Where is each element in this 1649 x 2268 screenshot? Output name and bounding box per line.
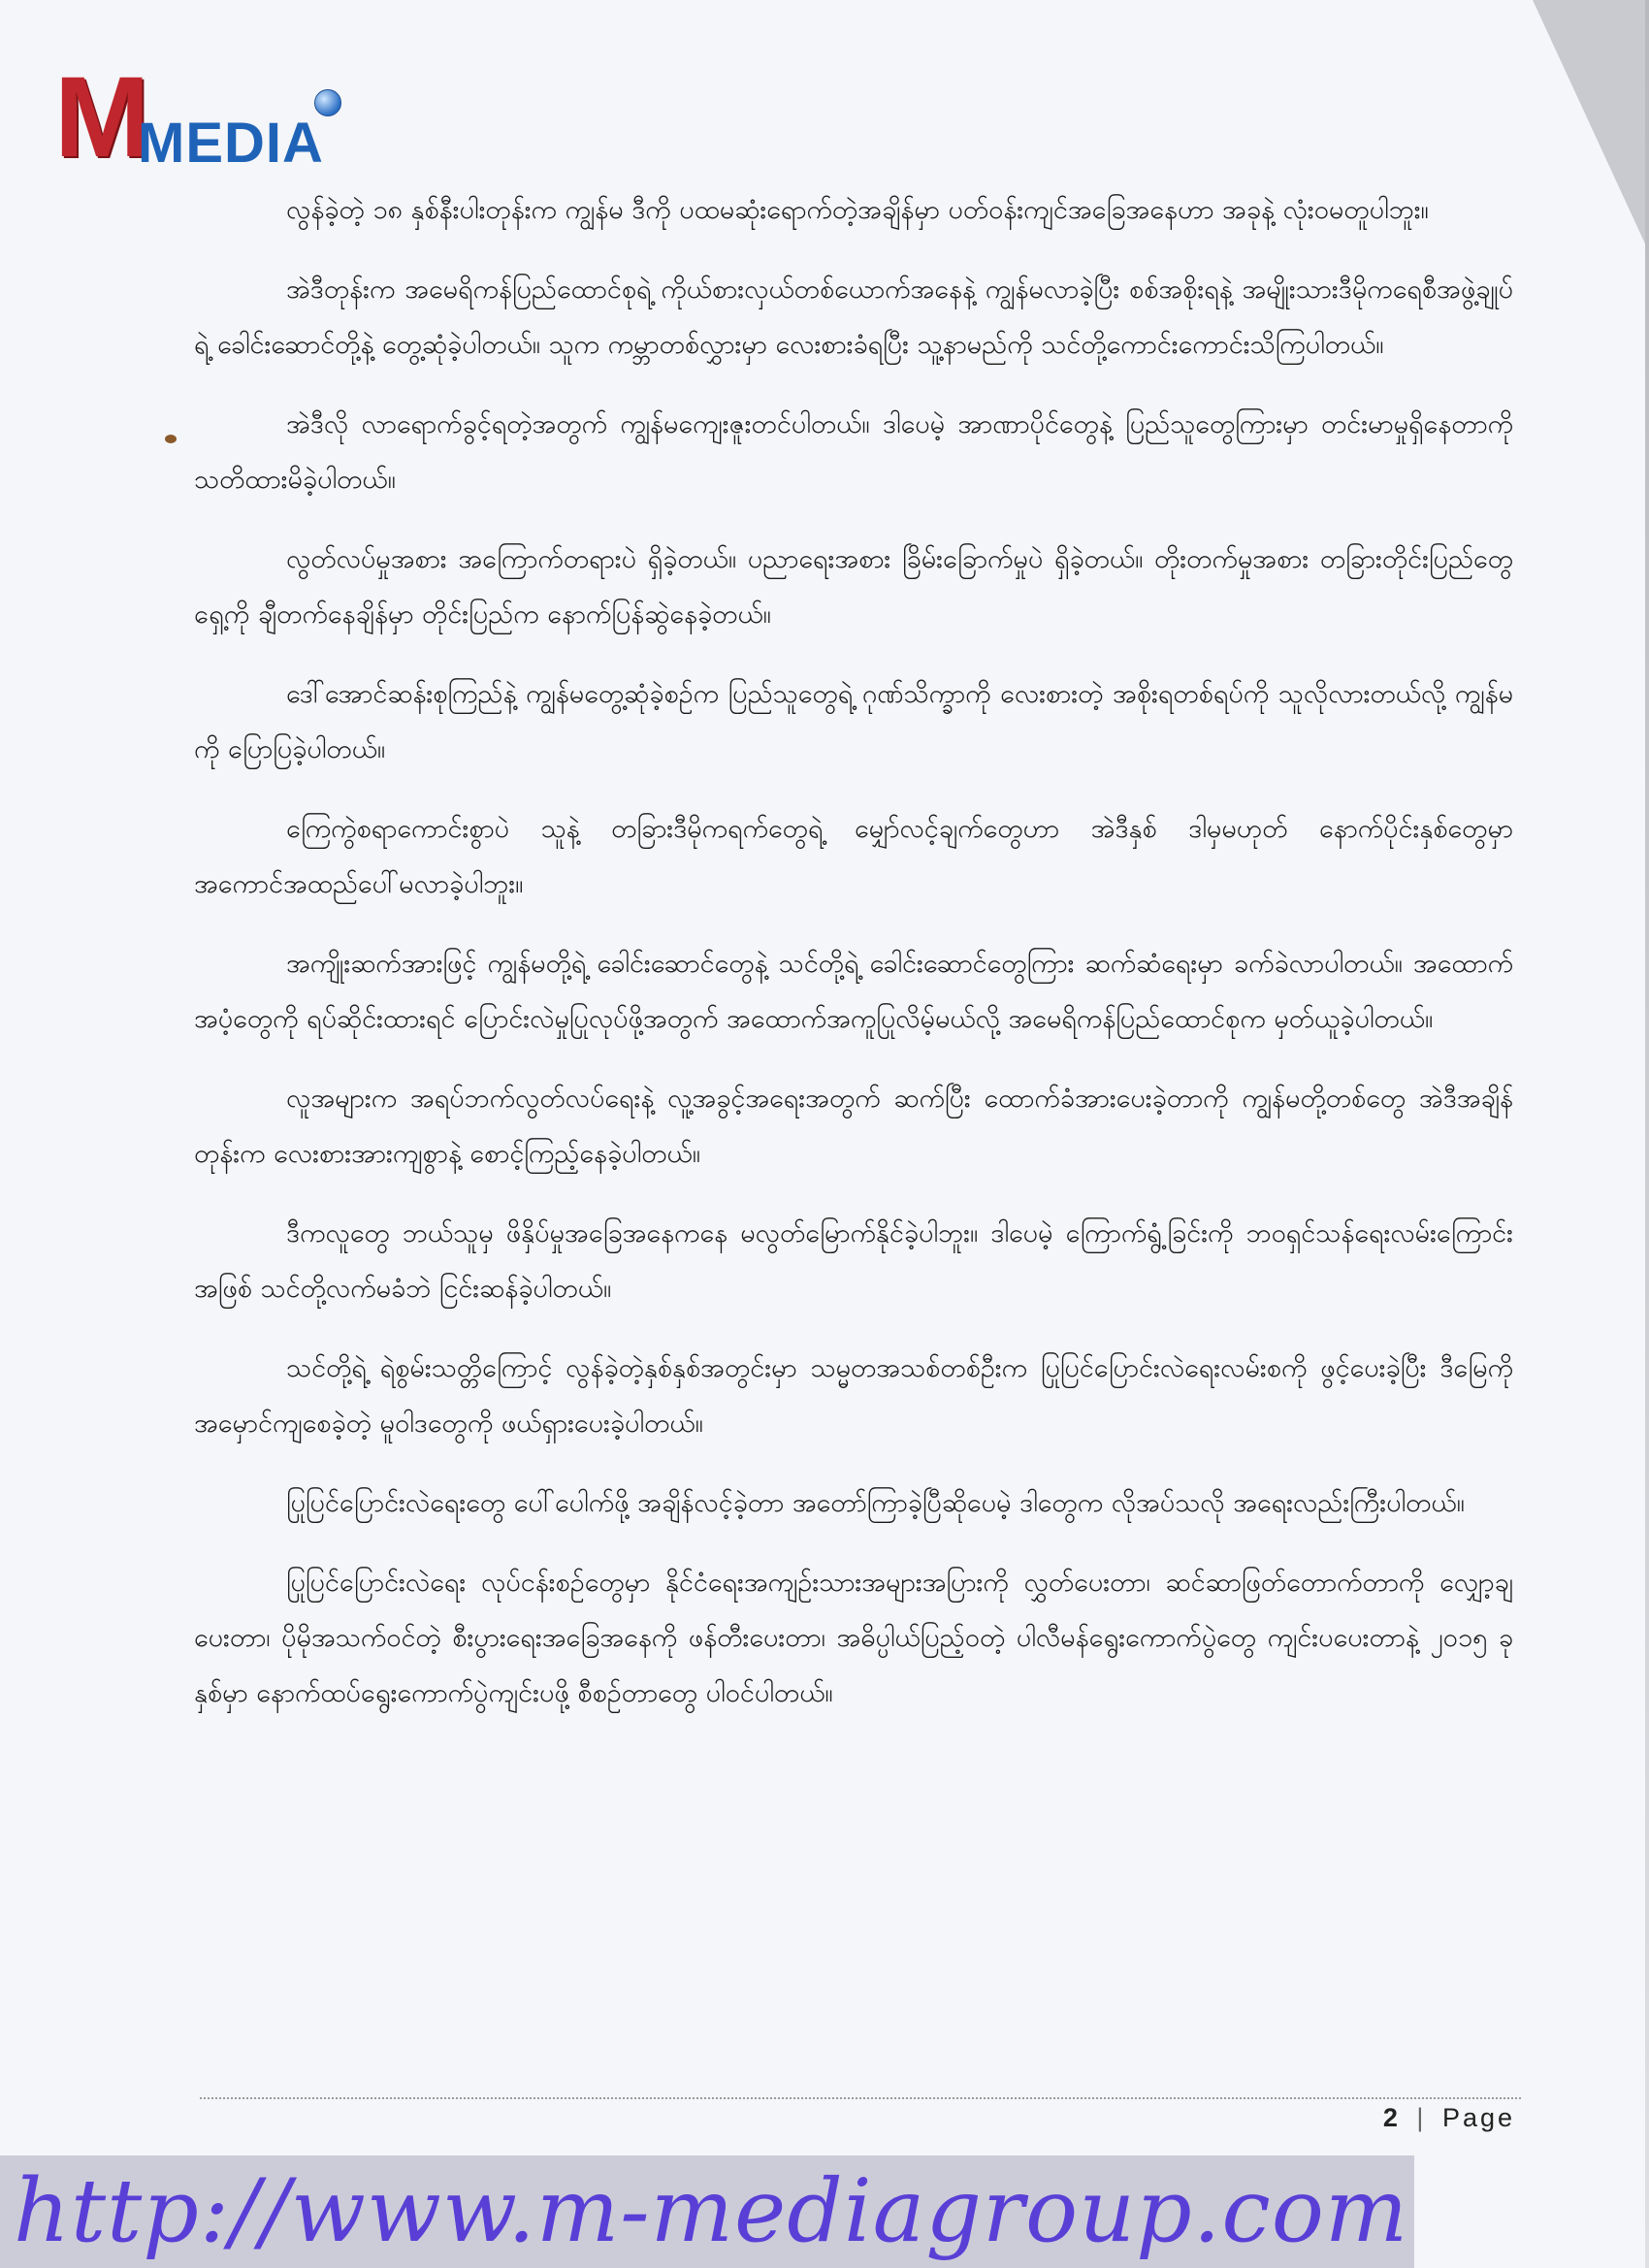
paragraph: အဲဒီတုန်းက အမေရိကန်ပြည်ထောင်စုရဲ့ ကိုယ်စားလှယ်တစ်ယောက်အနေနဲ့ ကျွန်မလာခဲ့ပြီး စစ်အစိုးရနဲ့ အမျိုးသားဒီမိုကရေစီအဖွဲ့ချုပ်ရဲ့ ခေါင်းဆောင်တို့နဲ့ တွေ့ဆုံခဲ့ပါတယ်။ သူက ကမ္ဘာတစ်လွှားမှာ လေးစားခံရပြီး သူ့နာမည်ကို သင်တို့ကောင်းကောင်းသိကြပါတယ်။ — [194, 275, 1513, 360]
paragraph: ဒီကလူတွေ ဘယ်သူမှ ဖိနှိပ်မှုအခြေအနေကနေ မလွတ်မြောက်နိုင်ခဲ့ပါဘူး။ ဒါပေမဲ့ ကြောက်ရွံ့ခြင်းကို ဘဝရှင်သန်ရေးလမ်းကြောင်းအဖြစ် သင်တို့လက်မခံဘဲ ငြင်းဆန်ခဲ့ပါတယ်။ — [194, 1218, 1513, 1304]
paragraph: ကြေကွဲစရာကောင်းစွာပဲ သူနဲ့ တခြားဒီမိုကရက်တွေရဲ့ မျှော်လင့်ချက်တွေဟာ အဲဒီနှစ် ဒါမှမဟုတ် နောက်ပိုင်းနှစ်တွေမှာ အကောင်အထည်ပေါ်မလာခဲ့ပါဘူး။ — [194, 814, 1513, 899]
page-label: Page — [1441, 2103, 1515, 2132]
footer-divider — [200, 2097, 1521, 2099]
globe-icon — [314, 89, 341, 116]
paper-speck — [165, 435, 177, 443]
page-number — [1383, 2103, 1515, 2133]
page-corner-shadow — [1533, 0, 1649, 252]
article-body — [194, 182, 1513, 1745]
paragraph: သင်တို့ရဲ့ ရဲစွမ်းသတ္တိကြောင့် လွန်ခဲ့တဲ့နှစ်နှစ်အတွင်းမှာ သမ္မတအသစ်တစ်ဦးက ပြုပြင်ပြောင်းလဲရေးလမ်းစကို ဖွင့်ပေးခဲ့ပြီး ဒီမြေကို အမှောင်ကျစေခဲ့တဲ့ မူဝါဒတွေကို ဖယ်ရှားပေးခဲ့ပါတယ်။ — [194, 1353, 1513, 1439]
paragraph: ပြုပြင်ပြောင်းလဲရေးတွေ ပေါ်ပေါက်ဖို့ အချိန်လင့်ခဲ့တာ အတော်ကြာခဲ့ပြီဆိုပေမဲ့ ဒါတွေက လိုအပ်သလို အရေးလည်းကြီးပါတယ်။ — [286, 1488, 1465, 1518]
paragraph: ပြုပြင်ပြောင်းလဲရေး လုပ်ငန်းစဉ်တွေမှာ နိုင်ငံရေးအကျဉ်းသားအများအပြားကို လွှတ်ပေးတာ၊ ဆင်ဆာဖြတ်တောက်တာကို လျှော့ချပေးတာ၊ ပိုမိုအသက်ဝင်တဲ့ စီးပွားရေးအခြေအနေကို ဖန်တီးပေးတာ၊ အဓိပ္ပါယ်ပြည့်ဝတဲ့ ပါလီမန်ရွေးကောက်ပွဲတွေ ကျင်းပပေးတာနဲ့ ၂၀၁၅ ခုနှစ်မှာ နောက်ထပ်ရွေးကောက်ပွဲကျင်းပဖို့ စီစဉ်တာတွေ ပါဝင်ပါတယ်။ — [194, 1568, 1513, 1708]
logo-letter: M — [54, 53, 146, 181]
page-number-value: 2 — [1382, 2103, 1401, 2132]
logo-text: MEDIA — [138, 112, 324, 175]
page-number-separator: | — [1416, 2103, 1427, 2132]
website-url-watermark: http://www.m-mediagroup.com — [14, 2160, 1409, 2262]
paragraph: အဲဒီလို လာရောက်ခွင့်ရတဲ့အတွက် ကျွန်မကျေးဇူးတင်ပါတယ်။ ဒါပေမဲ့ အာဏာပိုင်တွေနဲ့ ပြည်သူတွေကြားမှာ တင်းမာမှုရှိနေတာကို သတိထားမိခဲ့ပါတယ်။ — [194, 409, 1513, 495]
paragraph: ဒေါ်အောင်ဆန်းစုကြည်နဲ့ ကျွန်မတွေ့ဆုံခဲ့စဉ်က ပြည်သူတွေရဲ့ ဂုဏ်သိက္ခာကို လေးစားတဲ့ အစိုးရတစ်ရပ်ကို သူလိုလားတယ်လို့ ကျွန်မကို ပြောပြခဲ့ပါတယ်။ — [194, 679, 1513, 764]
mmedia-logo — [54, 53, 345, 181]
paragraph: အကျိုးဆက်အားဖြင့် ကျွန်မတို့ရဲ့ ခေါင်းဆောင်တွေနဲ့ သင်တို့ရဲ့ ခေါင်းဆောင်တွေကြား ဆက်ဆံရေးမှာ ခက်ခဲလာပါတယ်။ အထောက်အပံ့တွေကို ရပ်ဆိုင်းထားရင် ပြောင်းလဲမှုပြုလုပ်ဖို့အတွက် အထောက်အကူပြုလိမ့်မယ်လို့ အမေရိကန်ပြည်ထောင်စုက မှတ်ယူခဲ့ပါတယ်။ — [194, 949, 1513, 1034]
paragraph: လွတ်လပ်မှုအစား အကြောက်တရားပဲ ရှိခဲ့တယ်။ ပညာရေးအစား ခြိမ်းခြောက်မှုပဲ ရှိခဲ့တယ်။ တိုးတက်မှုအစား တခြားတိုင်းပြည်တွေ ရှေ့ကို ချီတက်နေချိန်မှာ တိုင်းပြည်က နောက်ပြန်ဆွဲနေခဲ့တယ်။ — [194, 544, 1513, 630]
page-edge — [1645, 0, 1649, 2268]
paragraph: လူအများက အရပ်ဘက်လွတ်လပ်ရေးနဲ့ လူ့အခွင့်အရေးအတွက် ဆက်ပြီး ထောက်ခံအားပေးခဲ့တာကို ကျွန်မတို့တစ်တွေ အဲဒီအချိန်တုန်းက လေးစားအားကျစွာနဲ့ စောင့်ကြည့်နေခဲ့ပါတယ်။ — [194, 1084, 1513, 1169]
paragraph: လွန်ခဲ့တဲ့ ၁၈ နှစ်နီးပါးတုန်းက ကျွန်မ ဒီကို ပထမဆုံးရောက်တဲ့အချိန်မှာ ပတ်ဝန်းကျင်အခြေအနေဟာ အခုနဲ့ လုံးဝမတူပါဘူး။ — [286, 195, 1429, 225]
